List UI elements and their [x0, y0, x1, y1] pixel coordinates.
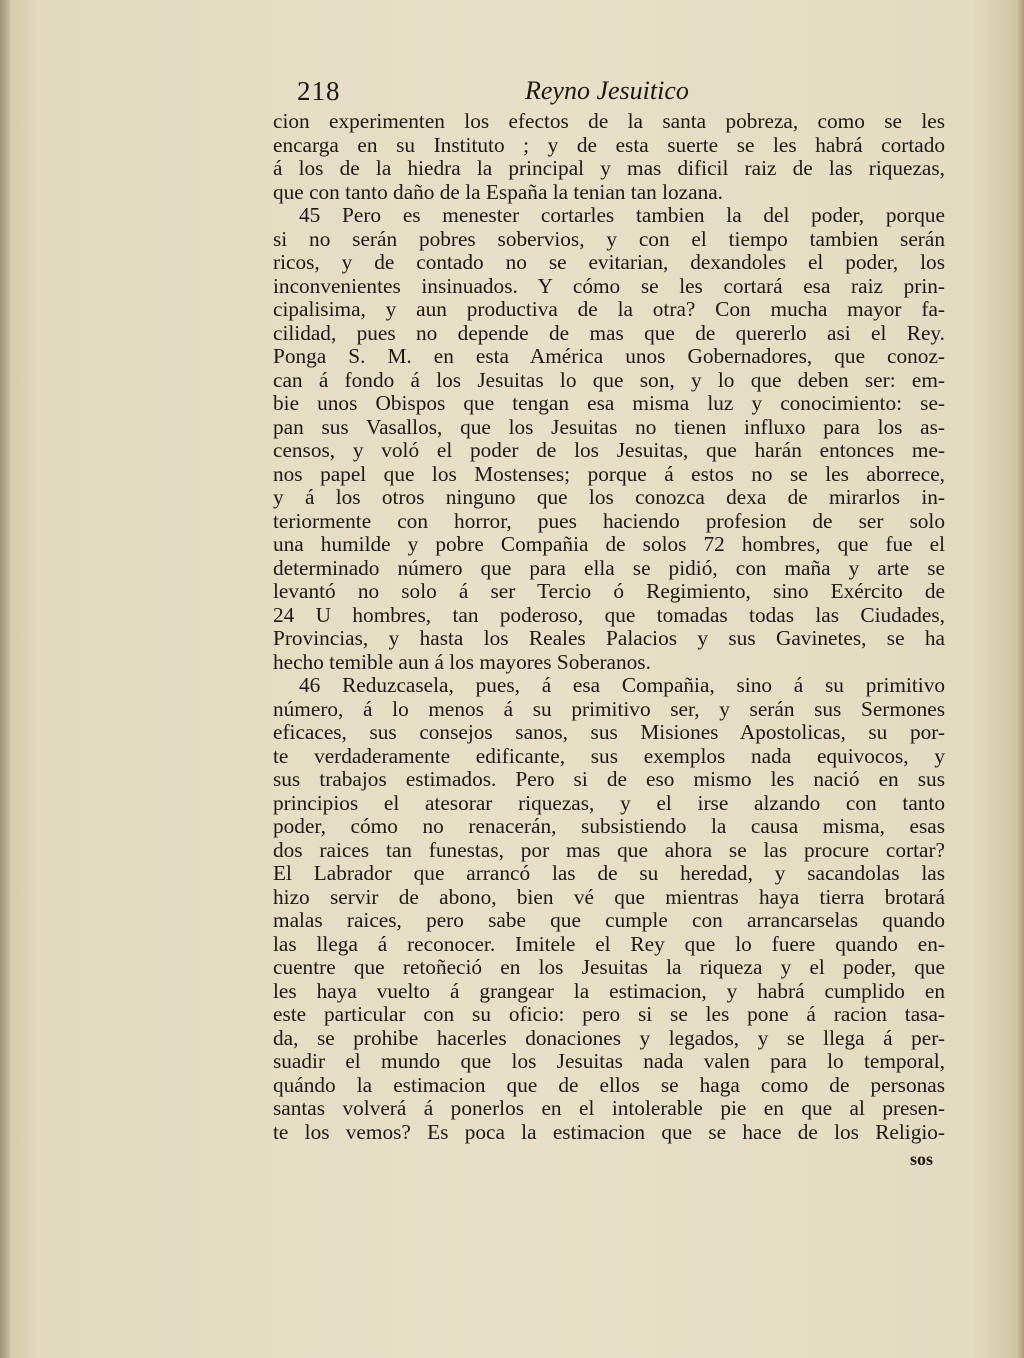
- text-line: malas raices, pero sabe que cumple con arrancarselas quando: [273, 908, 945, 932]
- book-page: [273, 76, 945, 1170]
- page-number: 218: [297, 76, 341, 106]
- text-line: inconvenientes insinuados. Y cómo se les cortará esa raiz prin-: [273, 273, 945, 298]
- text-line: número, á lo menos á su primitivo ser, y serán sus Sermones: [273, 696, 945, 721]
- page-right-edge: [1016, 0, 1024, 1358]
- text-line: poder, cómo no renacerán, subsistiendo la causa misma, esas: [273, 814, 945, 838]
- text-line: cion experimenten los efectos de la santa pobreza, como se les: [273, 109, 945, 133]
- text-line: suadir el mundo que los Jesuitas nada valen para lo temporal,: [273, 1049, 945, 1073]
- text-line: Provincias, y hasta los Reales Palacios y sus Gavinetes, se ha: [273, 626, 945, 650]
- text-line: 46 Reduzcasela, pues, á esa Compañia, sino á su primitivo: [299, 673, 945, 697]
- text-line: hecho temible aun á los mayores Soberanos.: [273, 649, 651, 674]
- text-line: les haya vuelto á grangear la estimacion, y habrá cumplido en: [273, 978, 945, 1003]
- body-text: [273, 110, 945, 1144]
- text-line: á los de la hiedra la principal y mas dificil raiz de las riquezas,: [273, 156, 945, 180]
- text-line: principios el atesorar riquezas, y el irse alzando con tanto: [273, 790, 945, 815]
- text-line: dos raices tan funestas, por mas que ahora se las procure cortar?: [273, 837, 945, 862]
- text-line: 45 Pero es menester cortarles tambien la del poder, porque: [299, 203, 945, 227]
- text-line: censos, y voló el poder de los Jesuitas, que harán entonces me-: [273, 438, 945, 462]
- text-line: determinado número que para ella se pidió, con maña y arte se: [273, 555, 945, 580]
- text-line: si no serán pobres sobervios, y con el tiempo tambien serán: [273, 226, 945, 251]
- text-line: eficaces, sus consejos sanos, sus Misiones Apostolicas, su por-: [273, 720, 945, 744]
- text-line: bie unos Obispos que tengan esa misma luz y conocimiento: se-: [273, 391, 945, 415]
- text-line: El Labrador que arrancó las de su heredad, y sacandolas las: [273, 861, 945, 885]
- text-line: las llega á reconocer. Imitele el Rey que lo fuere quando en-: [273, 931, 945, 956]
- text-line: can á fondo á los Jesuitas lo que son, y lo que deben ser: em-: [273, 367, 945, 392]
- text-line: te verdaderamente edificante, sus exemplos nada equivocos, y: [273, 743, 945, 768]
- text-line: este particular con su oficio: pero si se les pone á racion tasa-: [273, 1002, 945, 1026]
- text-line: quándo la estimacion que de ellos se haga como de personas: [273, 1072, 945, 1097]
- catchword: sos: [909, 1149, 933, 1169]
- text-line: cilidad, pues no depende de mas que de quererlo asi el Rey.: [273, 320, 945, 345]
- text-line: que con tanto daño de la España la tenian tan lozana.: [273, 179, 724, 204]
- text-line: hizo servir de abono, bien vé que mientras haya tierra brotará: [273, 884, 945, 909]
- page-header: [273, 76, 945, 110]
- text-line: encarga en su Instituto ; y de esta suerte se les habrá cortado: [273, 132, 945, 157]
- page-left-edge: [0, 0, 10, 1358]
- text-line: cuentre que retoñeció en los Jesuitas la riqueza y el poder, que: [273, 955, 945, 979]
- text-line: 24 U hombres, tan poderoso, que tomadas todas las Ciudades,: [273, 602, 945, 627]
- running-title: Reyno Jesuitico: [525, 76, 689, 105]
- text-line: da, se prohibe hacerles donaciones y legados, y se llega á per-: [273, 1025, 945, 1050]
- text-line: te los vemos? Es poca la estimacion que se hace de los Religio-: [273, 1119, 945, 1144]
- text-line: teriormente con horror, pues haciendo profesion de ser solo: [273, 508, 945, 533]
- text-line: Ponga S. M. en esta América unos Gobernadores, que conoz-: [273, 344, 945, 368]
- text-line: una humilde y pobre Compañia de solos 72 hombres, que fue el: [273, 532, 945, 556]
- text-line: pan sus Vasallos, que los Jesuitas no tienen influxo para los as-: [273, 414, 945, 439]
- text-line: cipalisima, y aun productiva de la otra? Con mucha mayor fa-: [273, 297, 945, 321]
- text-line: ricos, y de contado no se evitarian, dexandoles el poder, los: [273, 250, 945, 274]
- text-line: santas volverá á ponerlos en el intolerable pie en que al presen-: [273, 1096, 945, 1120]
- text-line: y á los otros ninguno que los conozca dexa de mirarlos in-: [273, 485, 945, 509]
- text-line: levantó no solo á ser Tercio ó Regimiento, sino Exército de: [273, 579, 945, 603]
- text-line: nos papel que los Mostenses; porque á estos no se les aborrece,: [273, 461, 945, 486]
- text-line: sus trabajos estimados. Pero si de eso mismo les nació en sus: [273, 767, 945, 791]
